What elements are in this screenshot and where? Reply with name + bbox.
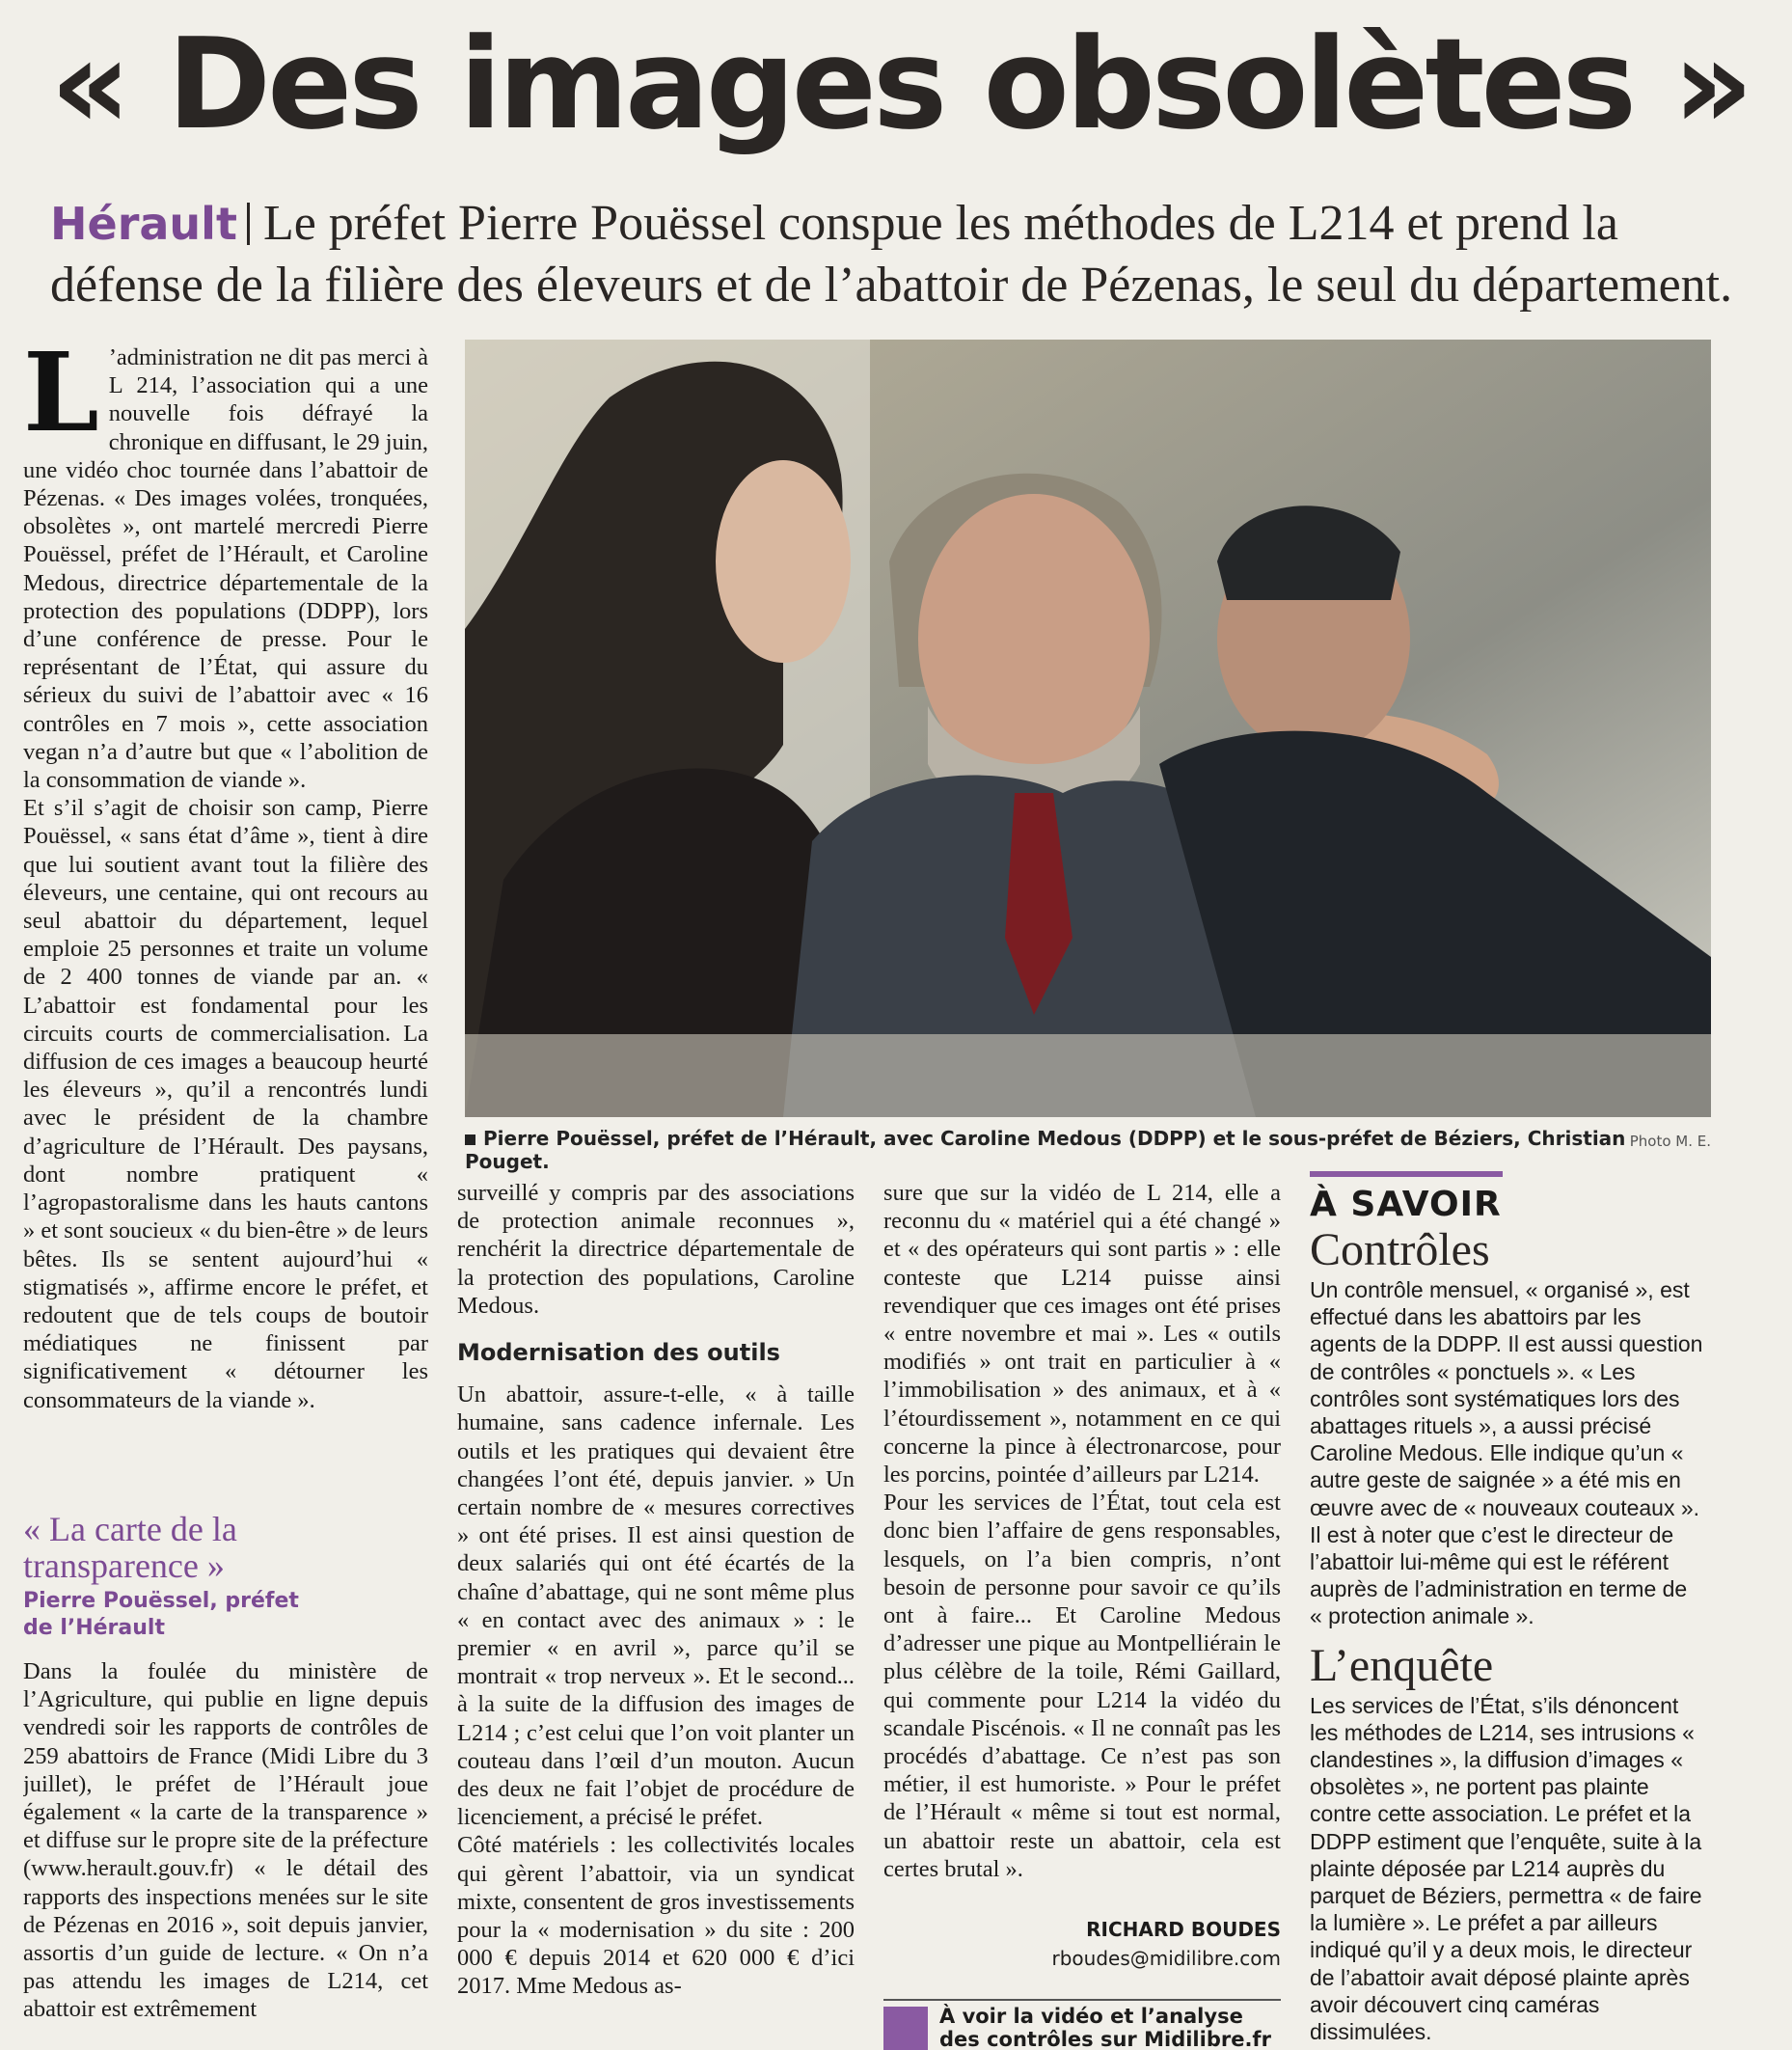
col2-paragraph-3: Côté matériels : les collectivités locales qui gèrent l’abattoir, via un syndicat mixte, consentent de gros investissements pour la « modernisation » du site : 200 000 € depuis 2014 et 620 000 € d’ici 2017. Mme Medous as-	[457, 1832, 855, 2000]
column-1	[23, 343, 428, 1501]
enquete-title: L’enquête	[1310, 1639, 1494, 1691]
article-photo	[465, 340, 1711, 1117]
col3-paragraph-2: Pour les services de l’État, tout cela est donc bien l’affaire de gens responsables, lesquels, on l’a bien compris, n’ont besoin de personne pour savoir ce qu’ils ont à faire... Et Caroline Medous d’adresser une pique au Montpelliérain le plus célèbre de la toile, Rémi Gaillard, qui commente pour L214 la vidéo du scandale Piscénois. « Il ne connaît pas les procédés d’abattage. Ce n’est pas son métier, il est humoriste. » Pour le préfet de l’Hérault « même si tout est normal, un abattoir reste un abattoir, cela est certes brutal ».	[883, 1490, 1281, 1882]
sidebar-byline: Pierre Pouëssel, préfet de l’Hérault	[23, 1589, 299, 1640]
subhead-text: Le préfet Pierre Pouëssel conspue les méthodes de L214 et prend la défense de la filière des éleveurs et de l’abattoir de Pézenas, le seul du département.	[50, 196, 1733, 313]
column-3	[883, 1179, 1281, 1941]
controles-text: Un contrôle mensuel, « organisé », est effectué dans les abattoirs par les agents de la DDPP. Il est aussi question de contrôles « ponctuels ». « Les contrôles sont systématiques lors des abattages rituels », a aussi précisé Caroline Medous. Elle indique qu’un « autre geste de saignée » a été mis en œuvre avec de « nouveaux couteaux ». Il est à noter que c’est le directeur de l’abattoir lui-même qui est le référent auprès de l’administration en terme de « protection animale ».	[1310, 1277, 1703, 1629]
headline: « Des images obsolètes »	[50, 11, 1751, 157]
photo-caption	[465, 1127, 1711, 1173]
column-2	[457, 1179, 855, 2048]
caption-marker	[465, 1134, 475, 1145]
a-savoir-rule	[1310, 1171, 1503, 1177]
col2-paragraph-2: Un abattoir, assure-t-elle, « à taille humaine, sans cadence infernale. Les outils et les pratiques qui devaient être changées l’ont été, depuis janvier. » Un certain nombre de « mesures correctives » ont été prises. Il est ainsi question de deux salariés qui ont été écartés de la chaîne d’abattage, qui ne sont même plus « en contact avec des animaux » : le premier « en avril », parce qu’il se montrait « trop nerveux ». Et le second... à la suite de la diffusion des images de L214 ; c’est celui que l’on voit planter un couteau dans l’œil d’un mouton. Aucun des deux ne fait l’objet de procédure de licenciement, a précisé le préfet.	[457, 1381, 855, 1831]
col2-paragraph-1: surveillé y compris par des associations de protection animale reconnues », renchérit la directrice départementale de la protection des populations, Caroline Medous.	[457, 1180, 855, 1319]
a-savoir-box	[1310, 1171, 1705, 2048]
promo-text: À voir la vidéo et l’analyse des contrôles sur Midilibre.fr	[939, 2005, 1271, 2050]
col3-paragraph-1: sure que sur la vidéo de L 214, elle a reconnu du « matériel qui a été changé » et « des opérateurs qui sont partis » : elle conteste que L214 puisse ainsi revendiquer que ces images ont été prises « entre novembre et mai ». Les « outils modifiés » ont trait en particulier à « l’immobilisation » des animaux, et à « l’étourdissement », notamment en ce qui concerne la pince à électronarcose, pour les porcins, pointée d’ailleurs par L214.	[883, 1180, 1281, 1489]
drop-cap: L	[23, 343, 99, 456]
subheadline	[50, 193, 1748, 316]
kicker-divider	[247, 203, 250, 245]
a-savoir-label: À SAVOIR	[1310, 1185, 1502, 1224]
col1-paragraph-2: Et s’il s’agit de choisir son camp, Pierre Pouëssel, « sans état d’âme », tient à dire que lui soutient avant tout la filière des éleveurs, une centaine, qui ont recours au seul abattoir du département, lequel emploie 25 personnes et traite un volume de 2 400 tonnes de viande par an. « L’abattoir est fondamental pour les circuits courts de commercialisation. La diffusion de ces images a beaucoup heurté les éleveurs », qu’il a rencontrés lundi avec le président de la chambre d’agriculture de l’Hérault. Des paysans, dont nombre pratiquent « l’agropastoralisme dans les hauts cantons » et sont soucieux « du bien-être » de leurs bêtes. Ils se sentent aujourd’hui « stigmatisés », affirme encore le préfet, et redoutent que de tels coups de boutoir médiatiques ne finissent par significativement « détourner les consommateurs de la viande ».	[23, 795, 428, 1413]
promo-box[interactable]	[883, 1999, 1281, 2050]
col1-paragraph-1: ’administration ne dit pas merci à L 214, l’association qui a une nouvelle fois défrayé la chronique en diffusant, le 29 juin, une vidéo choc tournée dans l’abattoir de Pézenas. « Des images volées, tronquées, obsolètes », ont martelé mercredi Pierre Pouëssel, préfet de l’Hérault, et Caroline Medous, directrice départementale de la protection des populations (DDPP), lors d’une conférence de presse. Pour le représentant de l’État, qui assure du sérieux du suivi de l’abattoir avec « 16 contrôles en 7 mois », cette association vegan n’a d’autre but que « l’abolition de la consommation de viande ».	[23, 344, 428, 794]
photo-illustration	[465, 340, 1711, 1117]
author-name: RICHARD BOUDES	[1086, 1918, 1281, 1941]
caption-text: Pierre Pouëssel, préfet de l’Hérault, avec Caroline Medous (DDPP) et le sous-préfet de Béziers, Christian Pouget.	[465, 1127, 1626, 1173]
controles-title: Contrôles	[1310, 1224, 1490, 1275]
kicker-herault: Hérault	[50, 198, 237, 250]
sidebar-text: Dans la foulée du ministère de l’Agriculture, qui publie en ligne depuis vendredi soir les rapports de contrôles de 259 abattoirs de France (Midi Libre du 3 juillet), le préfet de l’Hérault joue également « la carte de la transparence » et diffuse sur le propre site de la préfecture (www.herault.gouv.fr) « le détail des rapports des inspections menées sur le site de Pézenas en 2016 », soit depuis janvier, assortis d’un guide de lecture. « On n’a pas attendu les images de L214, cet abattoir est extrêmement	[23, 1658, 428, 2023]
promo-bar	[883, 2007, 928, 2050]
author-email[interactable]: rboudes@midilibre.com	[1051, 1947, 1281, 1970]
col2-subtitle: Modernisation des outils	[457, 1339, 780, 1367]
enquete-text: Les services de l’État, s’ils dénoncent les méthodes de L214, ses intrusions « clandestines », la diffusion d’images « obsolètes », ne portent pas plainte contre cette association. Le préfet et la DDPP estiment que l’enquête, suite à la plainte déposée par L214 auprès du parquet de Béziers, permettra « de faire la lumière ». Le préfet a par ailleurs indiqué qu’il y a deux mois, le directeur de l’abattoir avait déposé plainte après avoir découvert cinq caméras dissimulées.	[1310, 1692, 1702, 2045]
photo-credit: Photo M. E.	[1629, 1133, 1711, 1150]
sidebar-transparence	[23, 1511, 428, 2048]
sidebar-title: « La carte de la transparence »	[23, 1511, 237, 1585]
signature	[883, 1918, 1281, 1970]
